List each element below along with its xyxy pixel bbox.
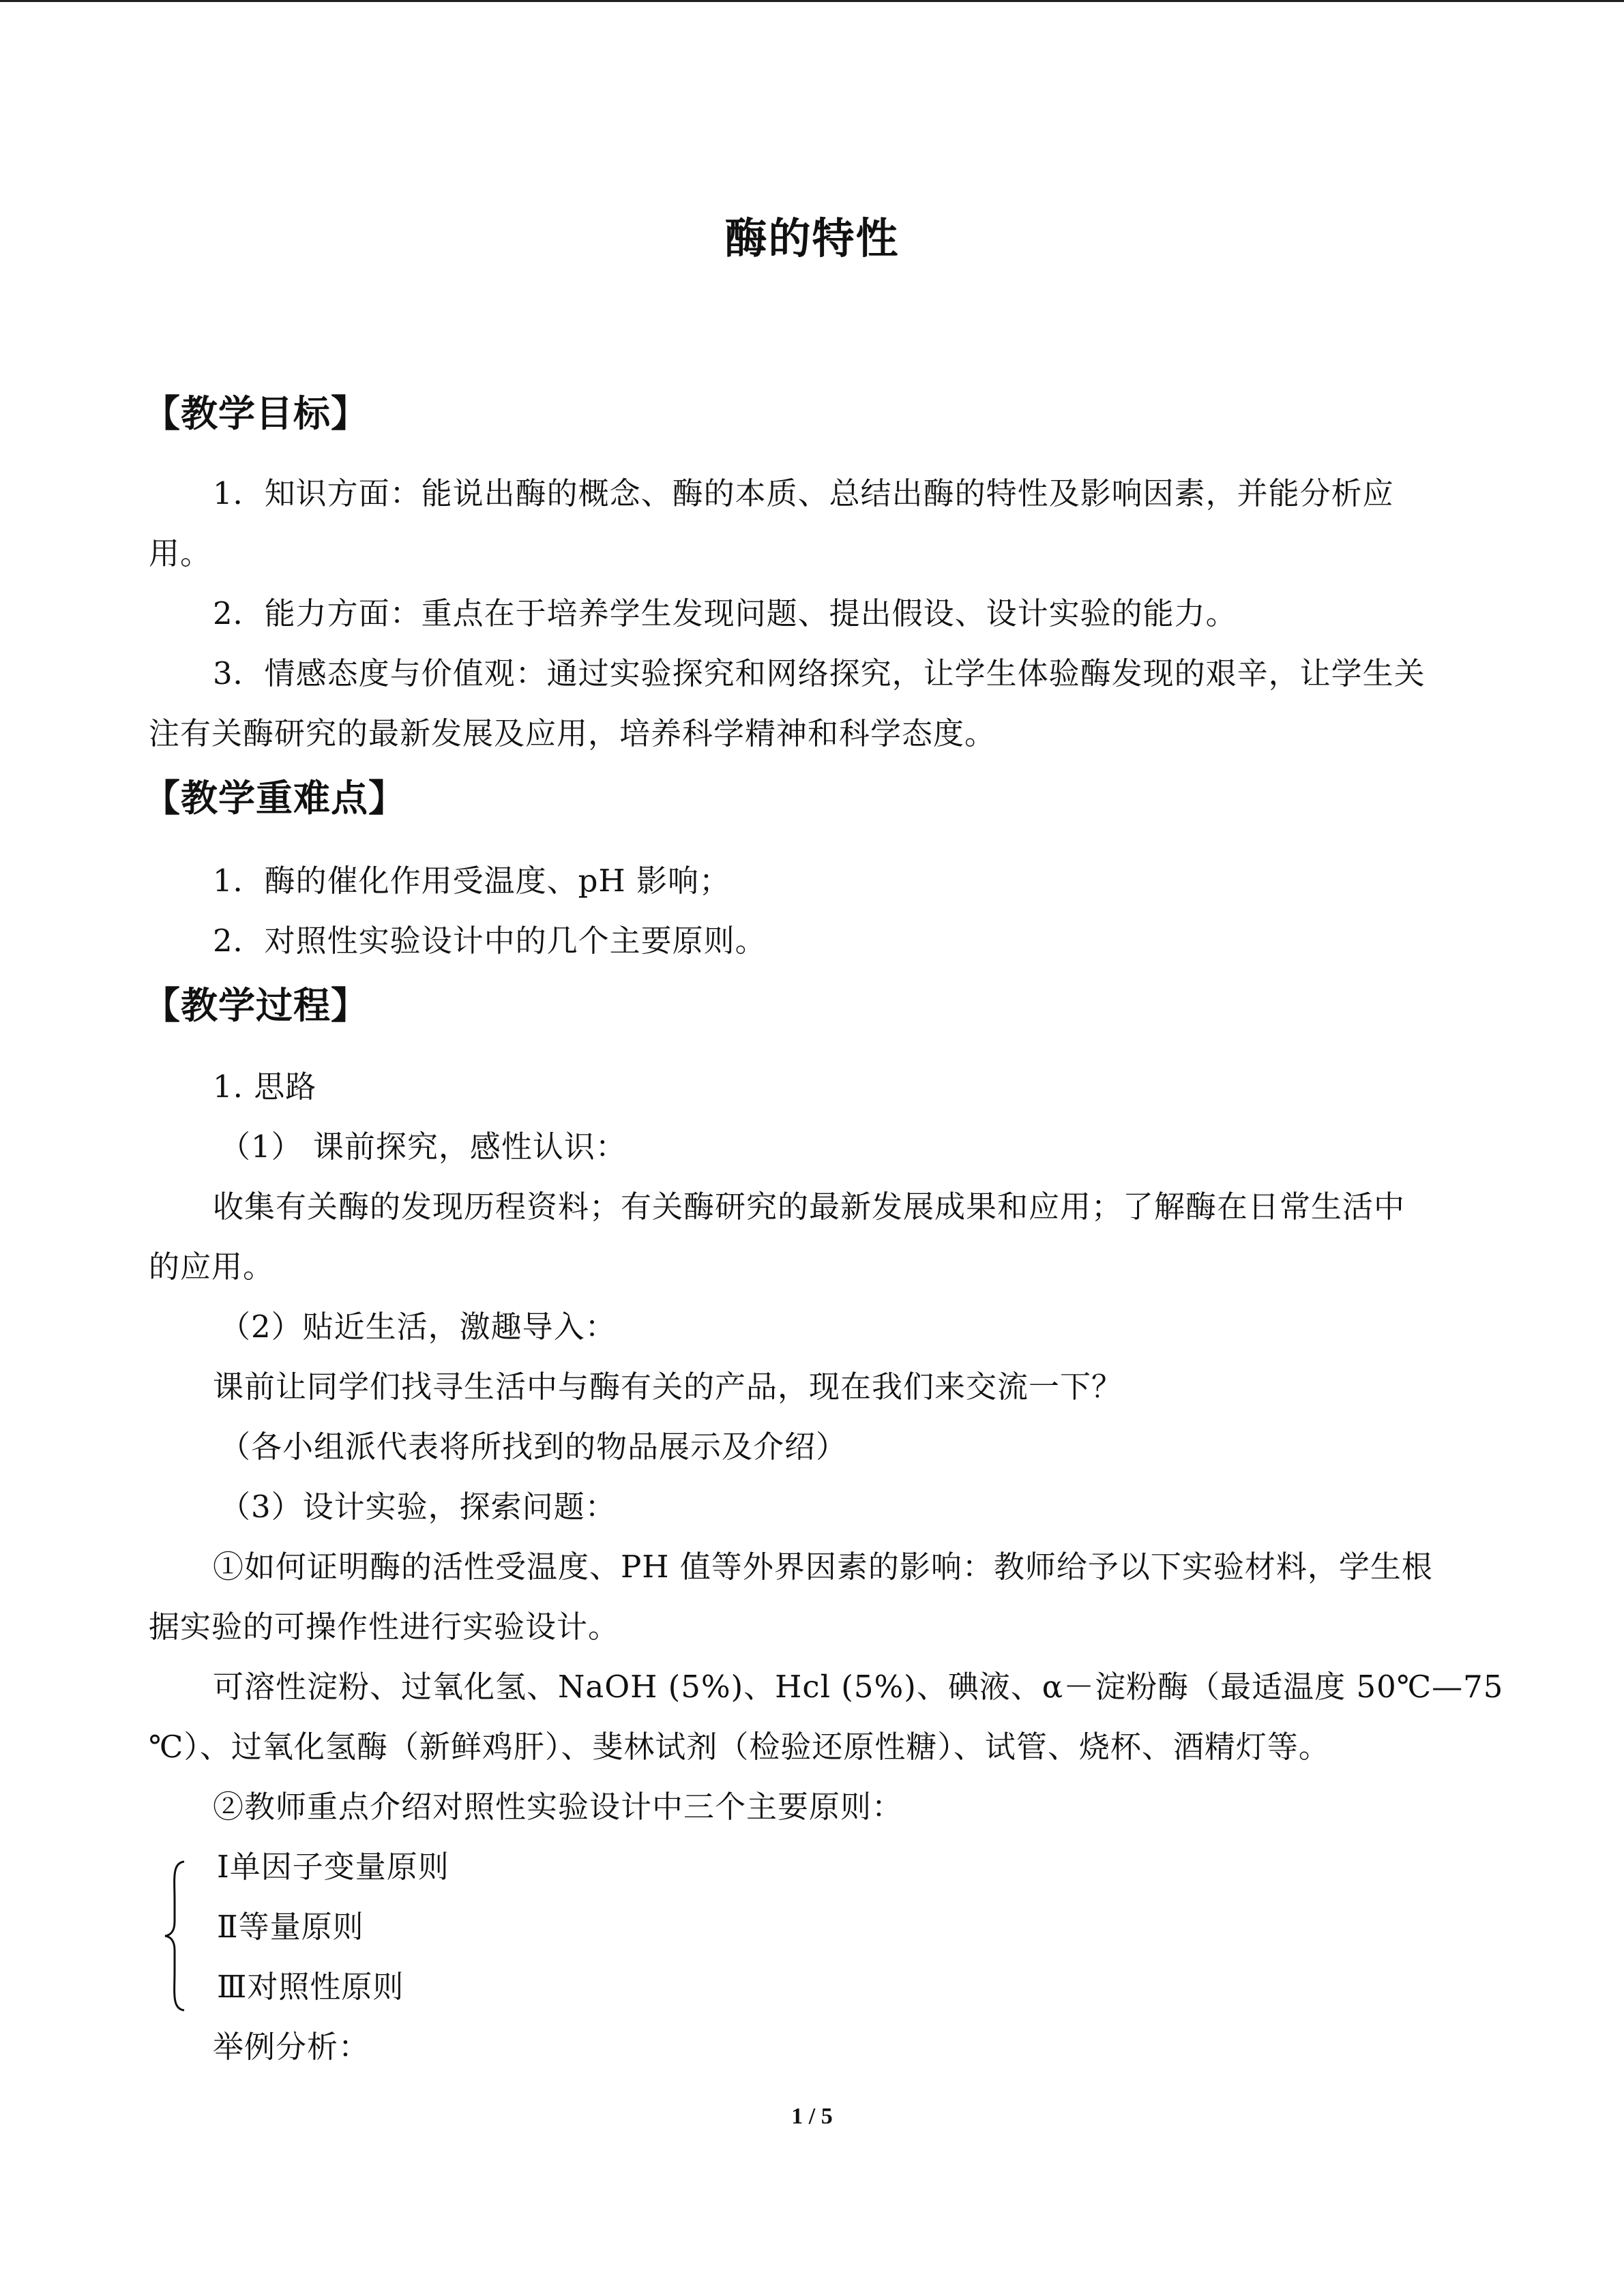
process-step-3-item-1-line-1: ①如何证明酶的活性受温度、PH 值等外界因素的影响：教师给予以下实验材料，学生根 [213,1549,1433,1585]
key-point-2: 2．对照性实验设计中的几个主要原则。 [213,923,767,959]
objective-1-line-1: 1．知识方面：能说出酶的概念、酶的本质、总结出酶的特性及影响因素，并能分析应 [213,475,1394,511]
process-outline: 1. 思路 [213,1069,317,1105]
objective-1-line-2: 用。 [149,535,212,571]
objective-3-line-2: 注有关酶研究的最新发展及应用，培养科学精神和科学态度。 [149,715,996,751]
page-title: 酶的特性 [724,213,900,263]
materials-line-2: ℃）、过氧化氢酶（新鲜鸡肝）、斐林试剂（检验还原性糖）、试管、烧杯、酒精灯等。 [149,1729,1330,1765]
curly-brace-icon [162,1859,190,2013]
process-step-2-note: （各小组派代表将所找到的物品展示及介绍） [220,1429,848,1465]
section-heading-process: 【教学过程】 [143,984,368,1027]
key-point-1: 1．酶的催化作用受温度、pH 影响； [213,863,730,899]
process-step-3-item-1-line-2: 据实验的可操作性进行实验设计。 [149,1609,620,1645]
section-heading-key-points: 【教学重难点】 [143,777,406,820]
process-step-2-text: 课前让同学们找寻生活中与酶有关的产品，现在我们来交流一下？ [213,1369,1123,1405]
process-step-1-text-line-1: 收集有关酶的发现历程资料；有关酶研究的最新发展成果和应用；了解酶在日常生活中 [213,1189,1406,1225]
objective-2: 2．能力方面：重点在于培养学生发现问题、提出假设、设计实验的能力。 [213,595,1237,631]
process-step-1: （1） 课前探究，感性认识： [220,1129,627,1165]
process-step-2: （2）贴近生活，激趣导入： [220,1309,617,1345]
analysis-label: 举例分析： [213,2029,370,2065]
materials-line-1: 可溶性淀粉、过氧化氢、NaOH (5%)、Hcl (5%)、碘液、α－淀粉酶（最适温度 50℃—75 [213,1669,1504,1705]
objective-3-line-1: 3．情感态度与价值观：通过实验探究和网络探究，让学生体验酶发现的艰辛，让学生关 [213,655,1426,691]
process-step-3: （3）设计实验，探索问题： [220,1489,617,1525]
page-number: 1 / 5 [791,2104,833,2129]
section-heading-objectives: 【教学目标】 [143,392,368,435]
process-step-3-item-2: ②教师重点介绍对照性实验设计中三个主要原则： [213,1789,904,1825]
page-top-border [0,0,1624,2]
principle-1: Ⅰ单因子变量原则 [217,1849,449,1885]
process-step-1-text-line-2: 的应用。 [149,1249,275,1285]
principle-3: Ⅲ对照性原则 [217,1969,404,2005]
principle-2: Ⅱ等量原则 [217,1909,364,1945]
